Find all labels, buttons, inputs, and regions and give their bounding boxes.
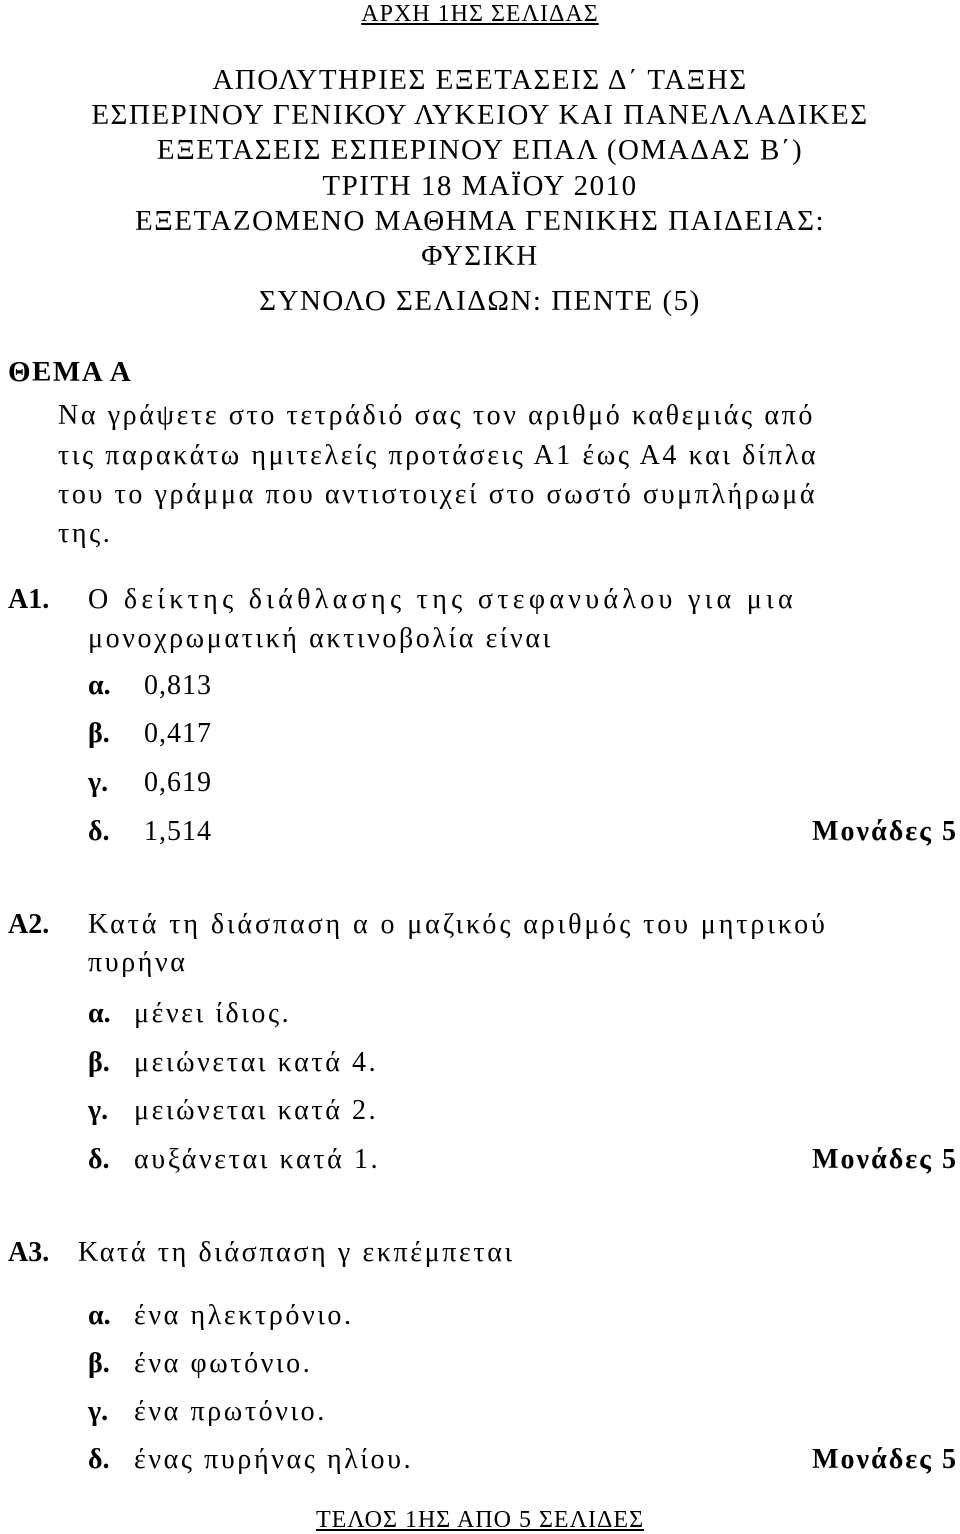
question-number-a2: Α2. xyxy=(8,909,50,940)
question-number-a1: Α1. xyxy=(8,584,50,615)
option-text: αυξάνεται κατά 1. xyxy=(134,1144,381,1175)
page-header: ΑΡΧΗ 1ΗΣ ΣΕΛΙΔΑΣ xyxy=(361,1,599,27)
title-line-5: ΕΞΕΤΑΖΟΜΕΝΟ ΜΑΘΗΜΑ ΓΕΝΙΚΗΣ ΠΑΙΔΕΙΑΣ: xyxy=(134,205,826,237)
option-letter: α. xyxy=(88,670,111,701)
option-letter: γ. xyxy=(88,767,109,798)
question-text-a2-line-1: Κατά τη διάσπαση α ο μαζικός αριθμός του μητρικού xyxy=(88,909,828,940)
option-letter: γ. xyxy=(88,1095,109,1126)
question-text-a2-line-2: πυρήνα xyxy=(88,947,188,978)
intro-line-2: τις παρακάτω ημιτελείς προτάσεις Α1 έως Α4 και δίπλα xyxy=(58,440,819,471)
question-text-a1-line-2: μονοχρωματική ακτινοβολία είναι xyxy=(88,623,553,654)
option-text: 0,813 xyxy=(144,670,212,701)
option-letter: β. xyxy=(88,1047,110,1078)
marks-a2: Μονάδες 5 xyxy=(812,1144,958,1175)
option-text: ένας πυρήνας ηλίου. xyxy=(134,1444,414,1475)
title-line-1: ΑΠΟΛΥΤΗΡΙΕΣ ΕΞΕΤΑΣΕΙΣ Δ΄ ΤΑΞΗΣ xyxy=(212,64,748,96)
question-text-a3-line-1: Κατά τη διάσπαση γ εκπέμπεται xyxy=(78,1237,515,1268)
page-footer: ΤΕΛΟΣ 1ΗΣ ΑΠΟ 5 ΣΕΛΙΔΕΣ xyxy=(315,1507,645,1533)
title-line-6: ΦΥΣΙΚΗ xyxy=(421,240,539,272)
option-letter: δ. xyxy=(88,816,110,847)
marks-a1: Μονάδες 5 xyxy=(812,816,958,847)
marks-a3: Μονάδες 5 xyxy=(812,1444,958,1475)
option-letter: α. xyxy=(88,998,111,1029)
option-letter: δ. xyxy=(88,1144,110,1175)
title-line-2: ΕΣΠΕΡΙΝΟΥ ΓΕΝΙΚΟΥ ΛΥΚΕΙΟΥ ΚΑΙ ΠΑΝΕΛΛΑΔΙΚΕΣ xyxy=(91,99,869,131)
intro-line-3: του το γράμμα που αντιστοιχεί στο σωστό συμπλήρωμά xyxy=(58,479,818,510)
option-text: 0,619 xyxy=(144,767,212,798)
intro-line-4: της. xyxy=(58,518,113,549)
title-line-3: ΕΞΕΤΑΣΕΙΣ ΕΣΠΕΡΙΝΟΥ ΕΠΑΛ (ΟΜΑΔΑΣ Β΄) xyxy=(156,134,804,166)
option-text: ένα ηλεκτρόνιο. xyxy=(134,1300,354,1331)
option-letter: δ. xyxy=(88,1444,110,1475)
question-text-a1-line-1: Ο δείκτης διάθλασης της στεφανυάλου για μια xyxy=(88,584,797,615)
option-letter: γ. xyxy=(88,1396,109,1427)
option-letter: β. xyxy=(88,1348,110,1379)
option-letter: β. xyxy=(88,718,110,749)
option-text: 1,514 xyxy=(144,816,212,847)
option-text: ένα φωτόνιο. xyxy=(134,1348,313,1379)
option-text: 0,417 xyxy=(144,718,212,749)
option-letter: α. xyxy=(88,1300,111,1331)
option-text: μένει ίδιος. xyxy=(134,998,292,1029)
title-line-7: ΣΥΝΟΛΟ ΣΕΛΙΔΩΝ: ΠΕΝΤΕ (5) xyxy=(259,285,701,317)
intro-line-1: Να γράψετε στο τετράδιό σας τον αριθμό καθεμιάς από xyxy=(58,400,815,431)
option-text: ένα πρωτόνιο. xyxy=(134,1396,327,1427)
option-text: μειώνεται κατά 2. xyxy=(134,1095,379,1126)
title-line-4: ΤΡΙΤΗ 18 ΜΑΪΟΥ 2010 xyxy=(322,170,638,202)
option-text: μειώνεται κατά 4. xyxy=(134,1047,379,1078)
theme-heading: ΘΕΜΑ Α xyxy=(8,356,133,388)
question-number-a3: Α3. xyxy=(8,1237,50,1268)
